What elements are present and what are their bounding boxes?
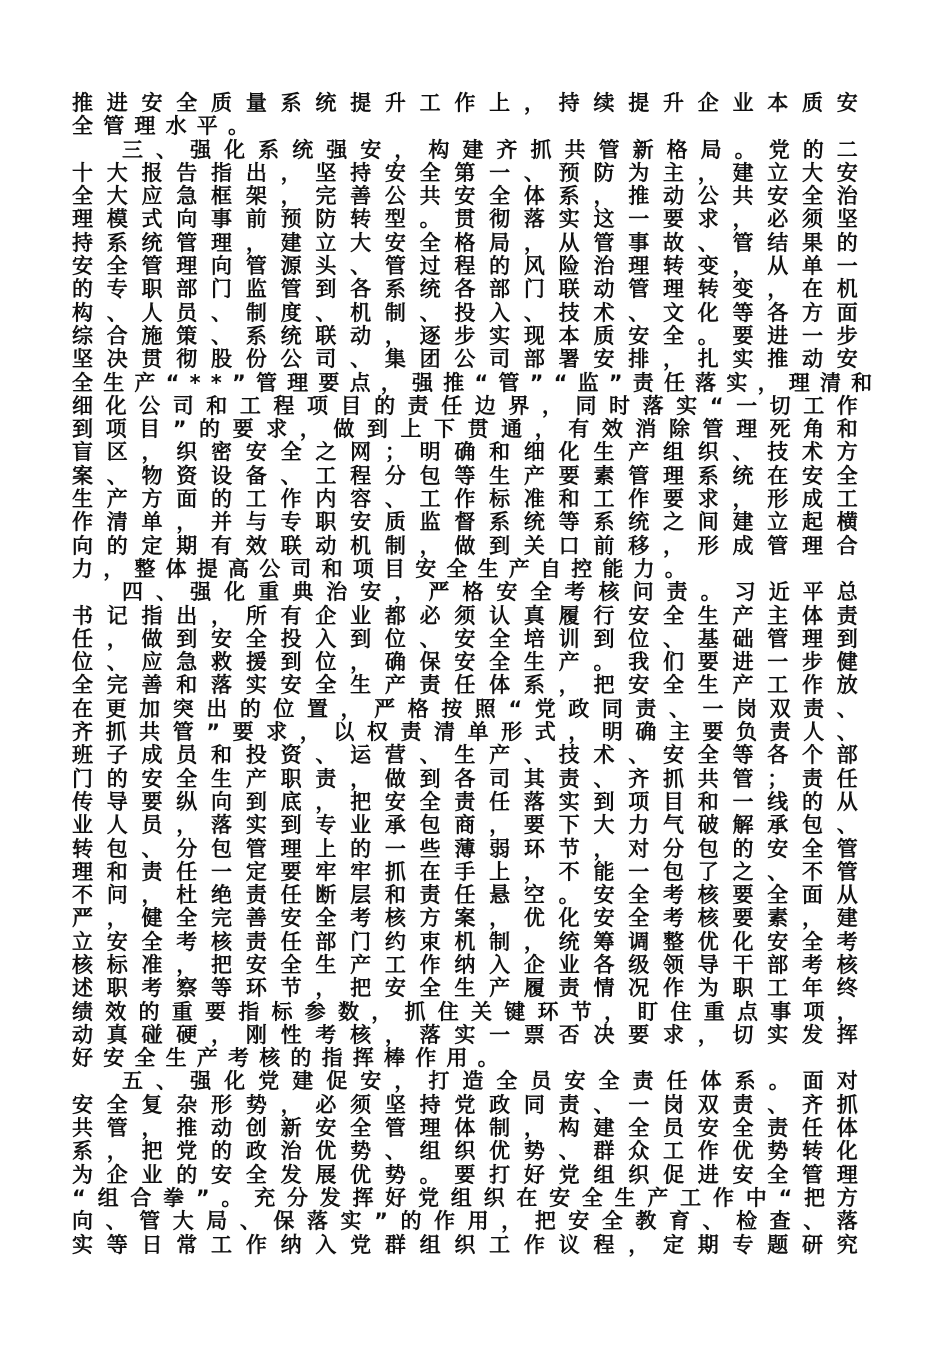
text-line: 传导要纵向到底，把安全责任落实到项目和一线的从 xyxy=(72,789,868,814)
text-line: 全生产“**”管理要点，强推“管”“监”责任落实，理清和 xyxy=(72,370,883,395)
text-line: 到项目”的要求，做到上下贯通，有效消除管理死角和 xyxy=(72,417,868,442)
text-line: 为企业的安全发展优势。要打好党组织促进安全管理 xyxy=(72,1162,868,1187)
text-line: 的专职部门监管到各系统各部门联动管理转变，在机 xyxy=(72,277,868,302)
text-line: 持系统管理，建立大安全格局，从管事故、管结果的 xyxy=(72,230,868,255)
text-line: 系，把党的政治优势、组织优势、群众工作优势转化 xyxy=(72,1139,868,1164)
text-line: 安全复杂形势，必须坚持党政同责、一岗双责、齐抓 xyxy=(72,1092,868,1117)
text-line: 实等日常工作纳入党群组织工作议程，定期专题研究 xyxy=(72,1232,868,1257)
text-line: 绩效的重要指标参数，抓住关键环节，盯住重点事项， xyxy=(72,999,868,1024)
text-line: 齐抓共管”要求，以权责清单形式，明确主要负责人、 xyxy=(72,720,868,745)
text-line: 核标准，把安全生产工作纳入企业各级领导干部考核 xyxy=(72,952,868,977)
paragraph-start-line: 五、强化党建促安，打造全员安全责任体系。面对 xyxy=(122,1069,868,1094)
text-line: 理和责任一定要牢牢抓在手上，不能一包了之、不管 xyxy=(72,859,868,884)
text-line: 在更加突出的位置，严格按照“党政同责、一岗双责、 xyxy=(72,696,868,721)
text-line: 班子成员和投资、运营、生产、技术、安全等各个部 xyxy=(72,743,868,768)
text-line: 立安全考核责任部门约束机制，统筹调整优化安全考 xyxy=(72,929,868,954)
text-line: 任，做到安全投入到位、安全培训到位、基础管理到 xyxy=(72,626,868,651)
text-line: 全大应急框架，完善公共安全体系，推动公共安全治 xyxy=(72,184,868,209)
text-line: 动真碰硬，刚性考核，落实一票否决要求，切实发挥 xyxy=(72,1022,868,1047)
document-body xyxy=(72,91,883,1257)
text-line: 案、物资设备、工程分包等生产要素管理系统在安全 xyxy=(72,463,868,488)
text-line: 好安全生产考核的指挥棒作用。 xyxy=(72,1046,509,1071)
paragraph-start-line: 三、强化系统强安，构建齐抓共管新格局。党的二 xyxy=(122,137,868,162)
text-line: 理模式向事前预防转型。贯彻落实这一要求，必须坚 xyxy=(72,207,868,232)
text-line: 述职考察等环节，把安全生产履责情况作为职工年终 xyxy=(72,976,868,1001)
text-line: 推进安全质量系统提升工作上，持续提升企业本质安 xyxy=(72,91,868,115)
text-line: 力，整体提高公司和项目安全生产自控能力。 xyxy=(72,556,696,581)
text-line: 共管，推动创新安全管理体制，构建全员安全责任体 xyxy=(72,1116,868,1141)
text-line: 向的定期有效联动机制，做到关口前移，形成管理合 xyxy=(72,533,868,558)
paragraph-start-line: 四、强化重典治安，严格安全考核问责。习近平总 xyxy=(122,580,868,605)
text-line: 书记指出，所有企业都必须认真履行安全生产主体责 xyxy=(72,603,868,628)
text-line: 安全管理向管源头、管过程的风险治理转变，从单一 xyxy=(72,254,868,279)
text-line: 细化公司和工程项目的责任边界，同时落实“一切工作 xyxy=(72,393,868,418)
text-line: “组合拳”。充分发挥好党组织在安全生产工作中“把方 xyxy=(72,1185,868,1210)
text-line: 综合施策、系统联动，逐步实现本质安全。要进一步 xyxy=(72,323,868,348)
text-line: 盲区，织密安全之网；明确和细化生产组织、技术方 xyxy=(72,440,868,465)
text-line: 业人员，落实到专业承包商，要下大力气破解承包、 xyxy=(72,813,868,838)
text-line: 门的安全生产职责，做到各司其责、齐抓共管；责任 xyxy=(72,766,868,791)
text-line: 构、人员、制度、机制、投入、技术、文化等各方面 xyxy=(72,300,868,325)
text-line: 不问，杜绝责任断层和责任悬空。安全考核要全面从 xyxy=(72,883,868,908)
text-line: 全完善和落实安全生产责任体系，把安全生产工作放 xyxy=(72,673,868,698)
text-line: 严，健全完善安全考核方案，优化安全考核要素，建 xyxy=(72,906,868,931)
text-line: 坚决贯彻股份公司、集团公司部署安排，扎实推动安 xyxy=(72,347,868,372)
text-line: 位、应急救援到位，确保安全生产。我们要进一步健 xyxy=(72,650,868,675)
text-line: 作清单，并与专职安质监督系统等系统之间建立起横 xyxy=(72,510,868,535)
text-line: 转包、分包管理上的一些薄弱环节，对分包的安全管 xyxy=(72,836,868,861)
text-line: 向、管大局、保落实”的作用，把安全教育、检查、落 xyxy=(72,1209,868,1234)
text-line: 十大报告指出，坚持安全第一、预防为主，建立大安 xyxy=(72,160,868,185)
text-line: 生产方面的工作内容、工作标准和工作要求，形成工 xyxy=(72,487,868,512)
text-line: 全管理水平。 xyxy=(72,114,260,139)
